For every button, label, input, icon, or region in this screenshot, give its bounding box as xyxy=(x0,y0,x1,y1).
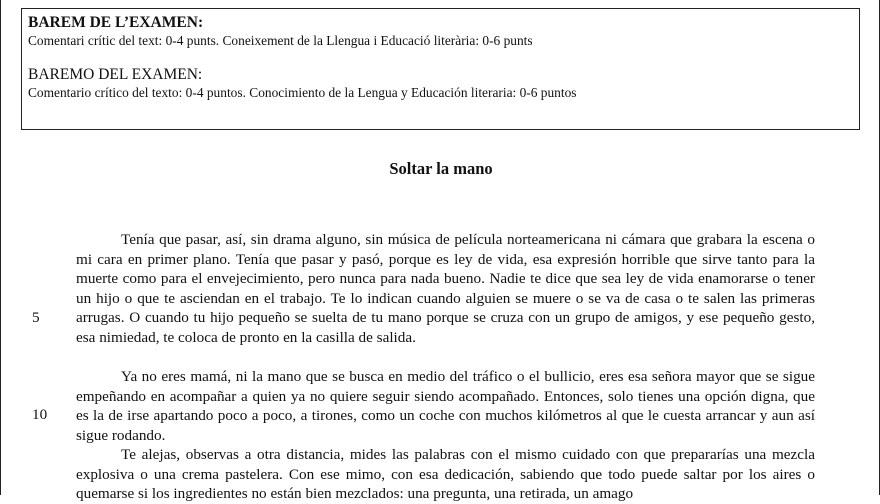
barem-text: Comentari crític del text: 0-4 punts. Coneixement de la Llengua i Educació literària: 0-6 punts xyxy=(28,33,533,48)
paragraph-2: Ya no eres mamá, ni la mano que se busca en medio del tráfico o el bullicio, eres esa señora mayor que se sigue empeñando en acompañar a quien ya no quiere seguir siendo acompañado. Entonces, solo tienes una opción digna, que es la de irse apartando poco a poco, a tirones, como un coche con muchos kilómetros al que le cuesta arrancar y aun así sigue rodando. xyxy=(76,368,815,444)
barem-title: BAREM DE L’EXAMEN: xyxy=(28,14,204,31)
document-title: Soltar la mano xyxy=(389,159,493,178)
paragraph-3: Te alejas, observas a otra distancia, mides las palabras con el mismo cuidado con que prepararías una mezcla explosiva o una crema pastelera. Con ese mimo, con esa dedicación, sabiendo que todo puede saltar por los aires o quemarse si los ingredientes no están bien mezclados: una pregunta, una retirada, un amago xyxy=(76,446,815,502)
baremo-text: Comentario crítico del texto: 0-4 puntos. Conocimiento de la Lengua y Educación literaria: 0-6 puntos xyxy=(28,85,577,100)
paragraph-1: Tenía que pasar, así, sin drama alguno, sin música de película norteamericana ni cámara que grabara la escena o mi cara en primer plano. Tenía que pasar y pasó, porque es ley de vida, esa expresión horrible que sirve tanto para la muerte como para el envejecimiento, pero nunca para nada bueno. Nadie te dice que sea ley de vida enamorarse o tener un hijo o que te asciendan en el trabajo. Te lo indican cuando alguien se muere o se va de casa o te salen las primeras arrugas. O cuando tu hijo pequeño se suelta de tu mano porque se cruza con un grupo de amigos, y ese pequeño gesto, esa nimiedad, te coloca de pronto en la casilla de salida. xyxy=(76,231,815,346)
grading-box xyxy=(21,8,860,130)
line-number-5: 5 xyxy=(32,309,40,326)
baremo-title: BAREMO DEL EXAMEN: xyxy=(28,66,203,83)
line-number-10: 10 xyxy=(32,406,48,423)
